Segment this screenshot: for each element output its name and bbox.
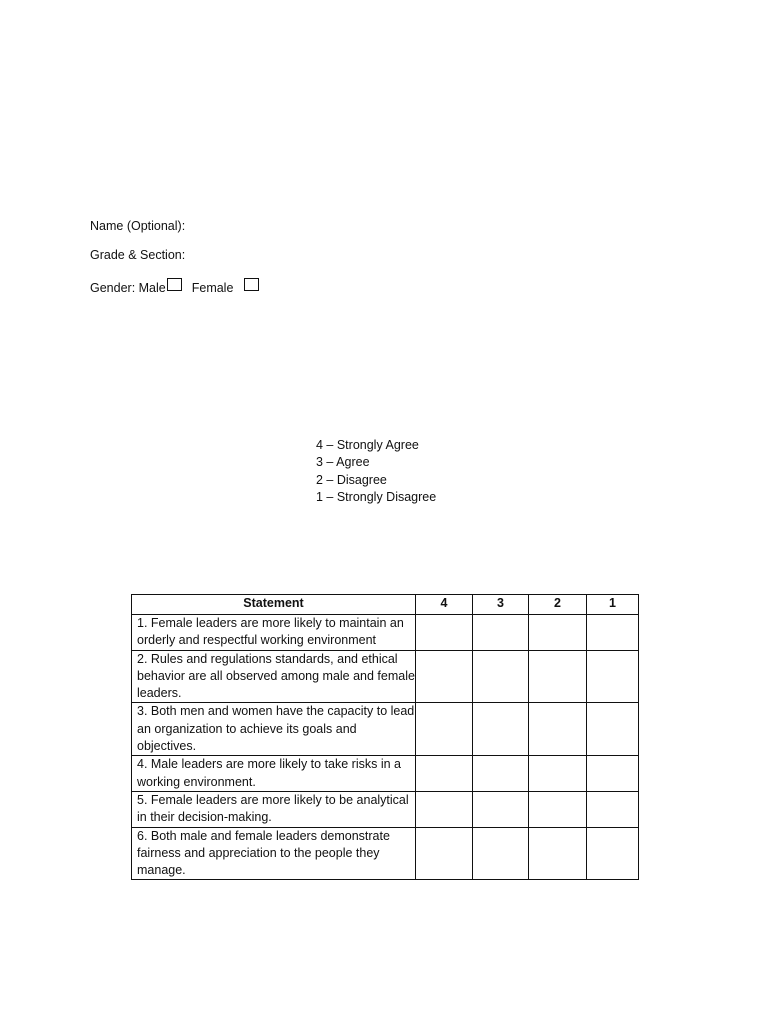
statement-cell: 4. Male leaders are more likely to take risks in a working environment.: [132, 756, 416, 792]
rating-cell-2[interactable]: [529, 827, 587, 880]
rating-cell-3[interactable]: [473, 791, 529, 827]
rating-scale-legend: [316, 437, 436, 506]
rating-cell-1[interactable]: [587, 650, 639, 703]
rating-cell-2[interactable]: [529, 703, 587, 756]
statement-cell: 2. Rules and regulations standards, and ethical behavior are all observed among male and female leaders.: [132, 650, 416, 703]
table-row: [132, 703, 639, 756]
rating-cell-1[interactable]: [587, 615, 639, 651]
scale-item-4: 4 – Strongly Agree: [316, 438, 419, 452]
rating-cell-2[interactable]: [529, 791, 587, 827]
rating-cell-4[interactable]: [416, 703, 473, 756]
grade-section-field-label: Grade & Section:: [90, 248, 186, 262]
rating-cell-3[interactable]: [473, 650, 529, 703]
rating-cell-4[interactable]: [416, 756, 473, 792]
statement-cell: 3. Both men and women have the capacity to lead an organization to achieve its goals and objectives.: [132, 703, 416, 756]
header-2: 2: [529, 595, 587, 615]
rating-cell-2[interactable]: [529, 756, 587, 792]
header-1: 1: [587, 595, 639, 615]
rating-cell-1[interactable]: [587, 756, 639, 792]
rating-cell-3[interactable]: [473, 756, 529, 792]
table-row: [132, 615, 639, 651]
header-3: 3: [473, 595, 529, 615]
rating-cell-3[interactable]: [473, 615, 529, 651]
table-header-row: [132, 595, 639, 615]
female-checkbox[interactable]: [244, 278, 259, 291]
rating-cell-2[interactable]: [529, 650, 587, 703]
gender-male-label: Gender: Male: [90, 281, 166, 295]
scale-item-2: 2 – Disagree: [316, 472, 387, 487]
table-row: [132, 791, 639, 827]
rating-cell-4[interactable]: [416, 615, 473, 651]
scale-item-1: 1 – Strongly Disagree: [316, 489, 437, 504]
rating-cell-4[interactable]: [416, 650, 473, 703]
name-field-label: Name (Optional):: [90, 219, 186, 233]
statement-cell: 6. Both male and female leaders demonstrate fairness and appreciation to the people they manage.: [132, 827, 416, 880]
rating-cell-1[interactable]: [587, 703, 639, 756]
statement-cell: 1. Female leaders are more likely to maintain an orderly and respectful working environment: [132, 615, 416, 651]
rating-cell-1[interactable]: [587, 827, 639, 880]
rating-cell-3[interactable]: [473, 703, 529, 756]
rating-cell-4[interactable]: [416, 791, 473, 827]
statement-cell: 5. Female leaders are more likely to be analytical in their decision-making.: [132, 791, 416, 827]
rating-cell-3[interactable]: [473, 827, 529, 880]
rating-cell-4[interactable]: [416, 827, 473, 880]
male-checkbox[interactable]: [167, 278, 182, 291]
header-statement: Statement: [132, 595, 416, 615]
table-row: [132, 650, 639, 703]
scale-item-3: 3 – Agree: [316, 455, 370, 470]
survey-table: [131, 594, 639, 880]
rating-cell-1[interactable]: [587, 791, 639, 827]
header-4: 4: [416, 595, 473, 615]
gender-field: [90, 278, 259, 295]
table-row: [132, 827, 639, 880]
rating-cell-2[interactable]: [529, 615, 587, 651]
table-row: [132, 756, 639, 792]
female-label: Female: [191, 281, 234, 295]
